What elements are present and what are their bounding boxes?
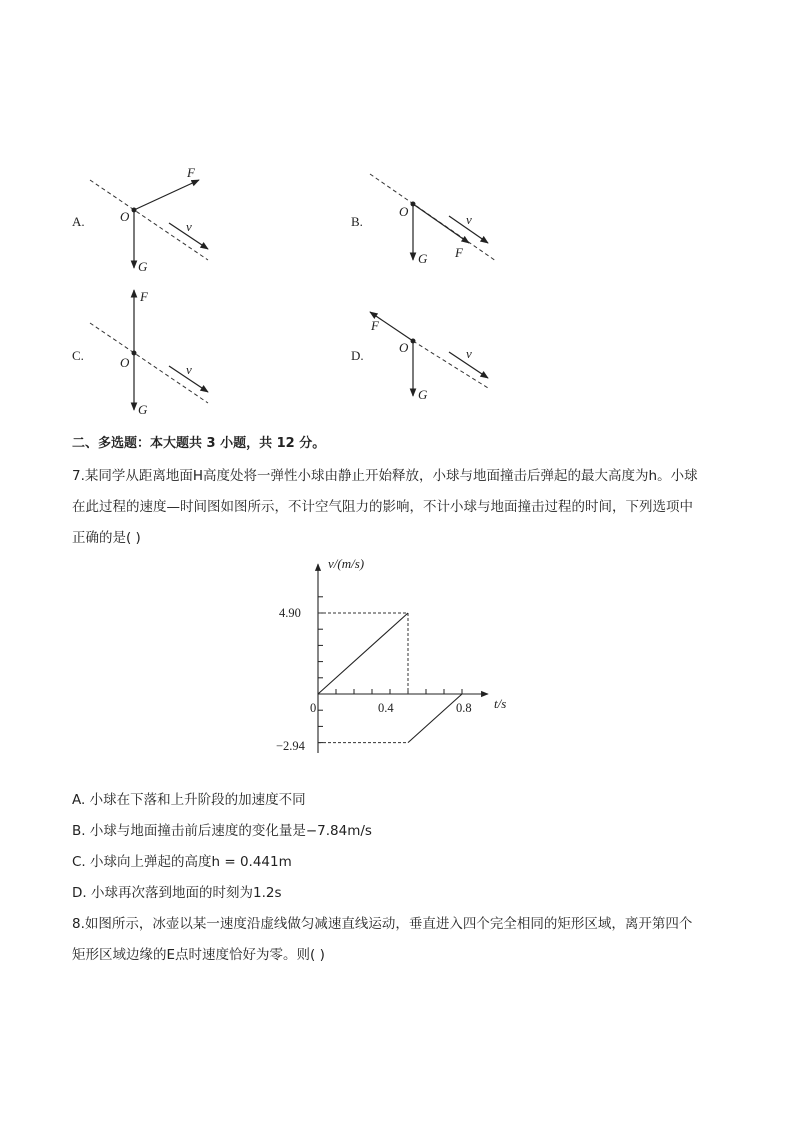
y-tick-label-top: 4.90	[279, 606, 301, 620]
q8-line-1: 8.如图所示，冰壶以某一速度沿虚线做匀减速直线运动，垂直进入四个完全相同的矩形区域，离开第四个	[72, 916, 693, 932]
label-o: O	[399, 340, 409, 355]
q8-line-2: 矩形区域边缘的E点时速度恰好为零。则( )	[72, 947, 325, 963]
q7-line-3: 正确的是( )	[72, 530, 141, 546]
option-label: A.	[72, 214, 85, 229]
q7-line-1: 7.某同学从距离地面H高度处将一弹性小球由静止开始释放，小球与地面撞击后弹起的最大高度为h。小球	[72, 468, 698, 484]
x-tick-label-2: 0.8	[456, 701, 472, 715]
q7-option-d: D. 小球再次落到地面的时刻为1.2s	[72, 885, 282, 901]
label-g: G	[418, 251, 428, 266]
label-v: v	[466, 346, 472, 361]
force-f-arrow	[134, 180, 199, 210]
label-v: v	[186, 219, 192, 234]
label-f: F	[140, 289, 148, 304]
force-diagrams	[0, 0, 794, 430]
q7-line-2: 在此过程的速度—时间图如图所示，不计空气阻力的影响，不计小球与地面撞击过程的时间，下列选项中	[72, 499, 693, 515]
label-f: F	[187, 165, 195, 180]
diagram-a	[72, 165, 208, 274]
label-f: F	[455, 245, 463, 260]
label-o: O	[120, 209, 130, 224]
label-o: O	[120, 355, 130, 370]
series-fall-segment	[318, 613, 408, 694]
label-v: v	[466, 212, 472, 227]
diagram-c	[72, 289, 208, 417]
q7-option-a: A. 小球在下落和上升阶段的加速度不同	[72, 792, 306, 808]
velocity-time-chart	[270, 552, 530, 757]
series-rise-segment	[408, 694, 462, 743]
label-g: G	[418, 387, 428, 402]
label-g: G	[138, 259, 148, 274]
x-tick-label-0: 0	[310, 701, 317, 715]
label-v: v	[186, 362, 192, 377]
label-g: G	[138, 402, 148, 417]
label-f: F	[371, 318, 379, 333]
incline-line	[413, 341, 488, 388]
y-axis-label: v/(m/s)	[328, 556, 365, 571]
option-label: C.	[72, 348, 84, 363]
diagram-d	[351, 312, 488, 402]
label-o: O	[399, 204, 409, 219]
diagram-b	[351, 174, 496, 266]
y-tick-label-bottom: −2.94	[276, 739, 305, 753]
option-label: D.	[351, 348, 364, 363]
x-axis-label: t/s	[494, 696, 507, 711]
x-tick-label-1: 0.4	[378, 701, 394, 715]
option-label: B.	[351, 214, 363, 229]
section-heading: 二、多选题：本大题共 3 小题，共 12 分。	[72, 436, 326, 451]
q7-option-b: B. 小球与地面撞击前后速度的变化量是−7.84m/s	[72, 823, 372, 839]
q7-option-c: C. 小球向上弹起的高度h = 0.441m	[72, 854, 292, 870]
